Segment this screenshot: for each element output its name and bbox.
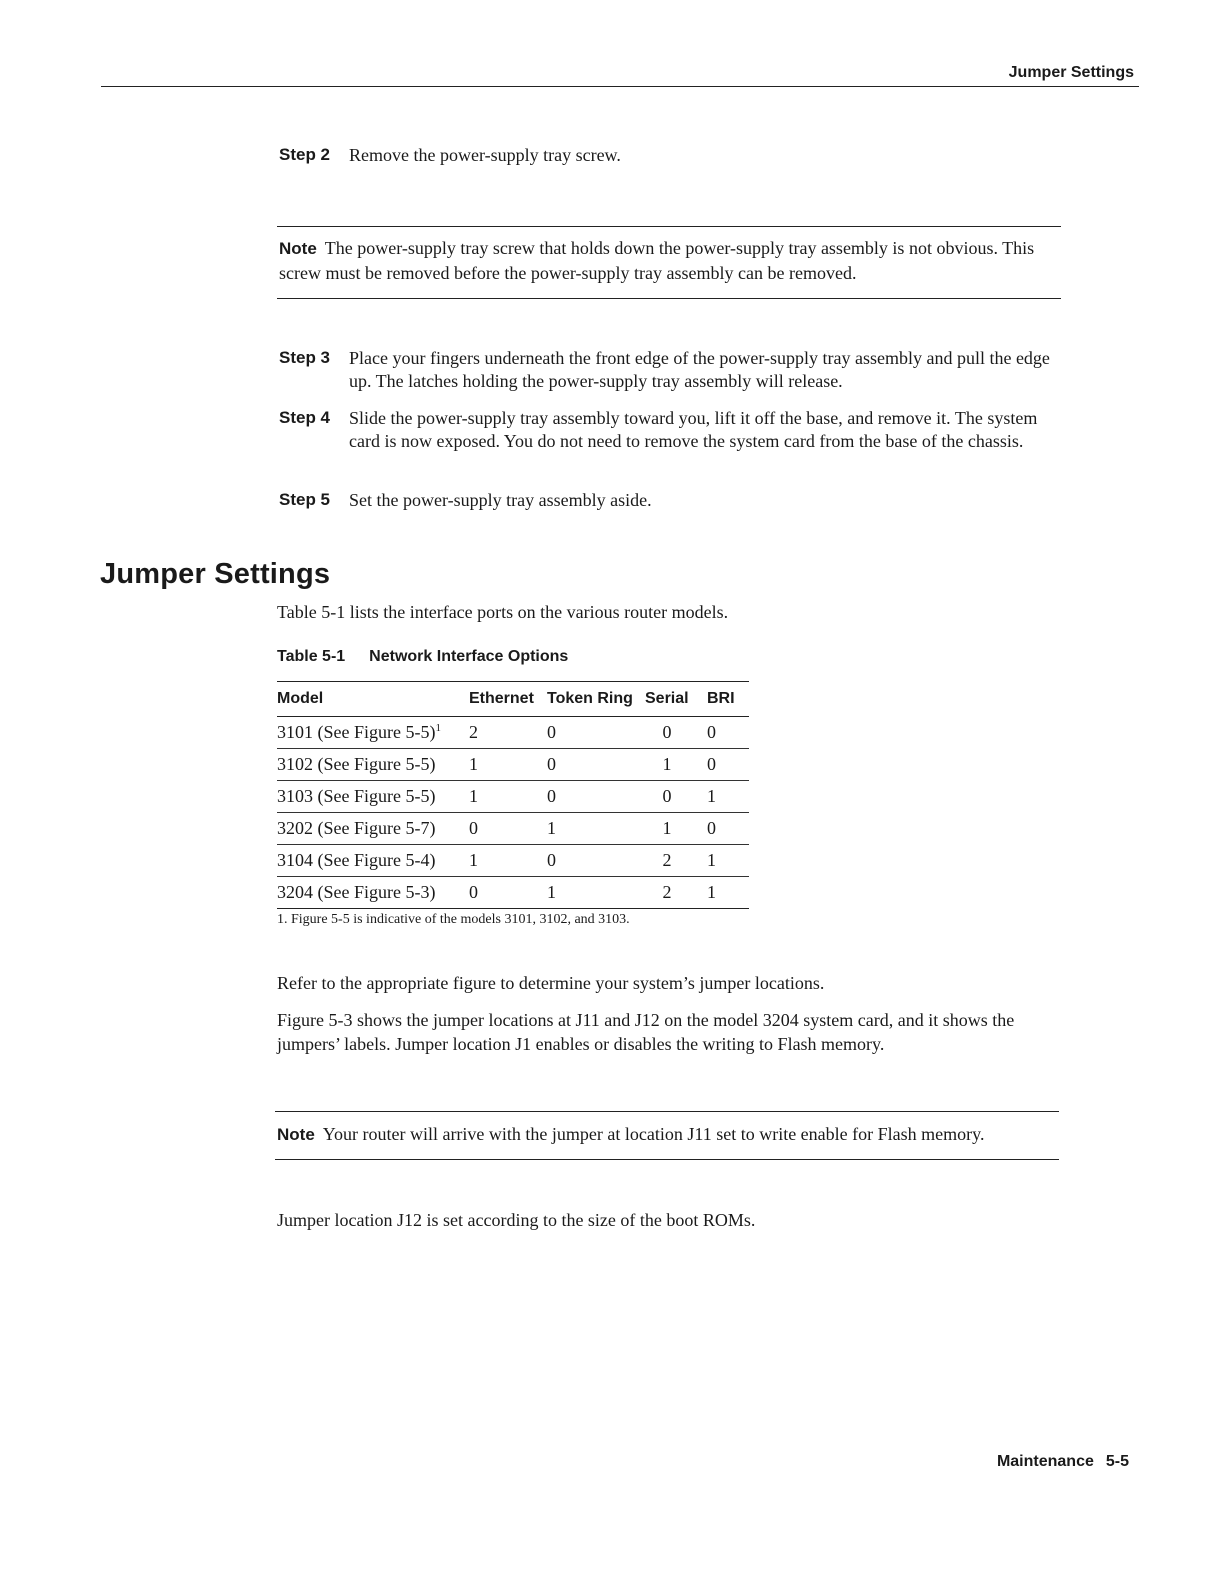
note-label: Note (277, 1125, 315, 1144)
step-3 (279, 347, 1069, 393)
table-caption (277, 648, 568, 666)
table-caption-title: Network Interface Options (369, 648, 569, 665)
cell-model: 3202 (See Figure 5-7) (277, 813, 469, 845)
cell-bri: 1 (707, 877, 749, 909)
note-text: The power-supply tray screw that holds down the power-supply tray assembly is not obvious. This screw must be removed before the power-supply tray assembly can be removed. (279, 238, 1035, 283)
cell-serial: 1 (645, 749, 707, 781)
cell-token-ring: 0 (547, 845, 645, 877)
section-heading: Jumper Settings (100, 558, 331, 590)
footer-page-number: 5-5 (1105, 1453, 1129, 1470)
paragraph-refer: Refer to the appropriate figure to determine your system’s jumper locations. (277, 973, 825, 993)
cell-bri: 1 (707, 781, 749, 813)
paragraph-figure: Figure 5-3 shows the jumper locations at J11 and J12 on the model 3204 system card, and it shows the jumpers’ labels. Jumper location J1 enables or disables the writing to Flash memory. (277, 1010, 1015, 1054)
cell-serial: 2 (645, 845, 707, 877)
cell-bri: 1 (707, 845, 749, 877)
col-header-model: Model (277, 682, 469, 717)
cell-token-ring: 0 (547, 717, 645, 749)
interface-table (277, 681, 749, 909)
cell-serial: 2 (645, 877, 707, 909)
step-label: Step 4 (279, 408, 331, 427)
col-header-bri: BRI (707, 682, 749, 717)
table-row (277, 877, 749, 909)
step-label: Step 3 (279, 348, 331, 367)
table-row (277, 845, 749, 877)
cell-ethernet: 0 (469, 813, 547, 845)
step-text: Set the power-supply tray assembly aside. (349, 490, 652, 510)
col-header-token-ring: Token Ring (547, 682, 645, 717)
step-5 (279, 489, 1069, 512)
cell-ethernet: 0 (469, 877, 547, 909)
note-rule-top (275, 1111, 1059, 1112)
cell-bri: 0 (707, 749, 749, 781)
footer-chapter: Maintenance (996, 1453, 1094, 1470)
cell-model: 3204 (See Figure 5-3) (277, 877, 469, 909)
note-rule-bottom (275, 1159, 1059, 1160)
page-footer (997, 1453, 1129, 1471)
step-text: Place your fingers underneath the front edge of the power-supply tray assembly and pull the edge up. The latches holding the power-supply tray assembly will release. (349, 348, 1050, 391)
cell-model (277, 717, 469, 749)
step-label: Step 5 (279, 490, 331, 509)
note-text: Your router will arrive with the jumper at location J11 set to write enable for Flash memory. (322, 1124, 985, 1144)
note-rule-top (277, 226, 1061, 227)
cell-serial: 0 (645, 717, 707, 749)
step-text: Remove the power-supply tray screw. (349, 145, 621, 165)
paragraph-j12: Jumper location J12 is set according to the size of the boot ROMs. (277, 1210, 756, 1230)
table-header-row (277, 682, 749, 717)
cell-token-ring: 0 (547, 781, 645, 813)
cell-ethernet: 1 (469, 749, 547, 781)
cell-token-ring: 1 (547, 813, 645, 845)
cell-ethernet: 2 (469, 717, 547, 749)
step-2 (279, 144, 1069, 167)
cell-token-ring: 1 (547, 877, 645, 909)
section-intro: Table 5-1 lists the interface ports on the various router models. (277, 602, 729, 622)
footnote-ref: 1 (435, 722, 441, 734)
cell-serial: 0 (645, 781, 707, 813)
step-text: Slide the power-supply tray assembly toward you, lift it off the base, and remove it. The system card is now exposed. You do not need to remove the system card from the base of the chassis. (349, 408, 1038, 451)
table-footnote: 1. Figure 5-5 is indicative of the models 3101, 3102, and 3103. (277, 912, 630, 927)
model-text: 3101 (See Figure 5-5) (277, 722, 436, 742)
step-4 (279, 407, 1069, 453)
cell-bri: 0 (707, 813, 749, 845)
table-row (277, 717, 749, 749)
header-rule (101, 86, 1139, 87)
cell-ethernet: 1 (469, 781, 547, 813)
step-label: Step 2 (279, 145, 331, 164)
note-2 (277, 1122, 1061, 1147)
note-1 (279, 236, 1063, 285)
table-row (277, 781, 749, 813)
col-header-serial: Serial (645, 682, 707, 717)
cell-model: 3104 (See Figure 5-4) (277, 845, 469, 877)
cell-token-ring: 0 (547, 749, 645, 781)
running-header: Jumper Settings (1008, 64, 1134, 81)
note-rule-bottom (277, 298, 1061, 299)
note-label: Note (279, 239, 317, 258)
table-row (277, 813, 749, 845)
cell-model: 3102 (See Figure 5-5) (277, 749, 469, 781)
cell-bri: 0 (707, 717, 749, 749)
table-caption-number: Table 5-1 (277, 648, 346, 665)
col-header-ethernet: Ethernet (469, 682, 547, 717)
table-row (277, 749, 749, 781)
cell-model: 3103 (See Figure 5-5) (277, 781, 469, 813)
cell-serial: 1 (645, 813, 707, 845)
cell-ethernet: 1 (469, 845, 547, 877)
